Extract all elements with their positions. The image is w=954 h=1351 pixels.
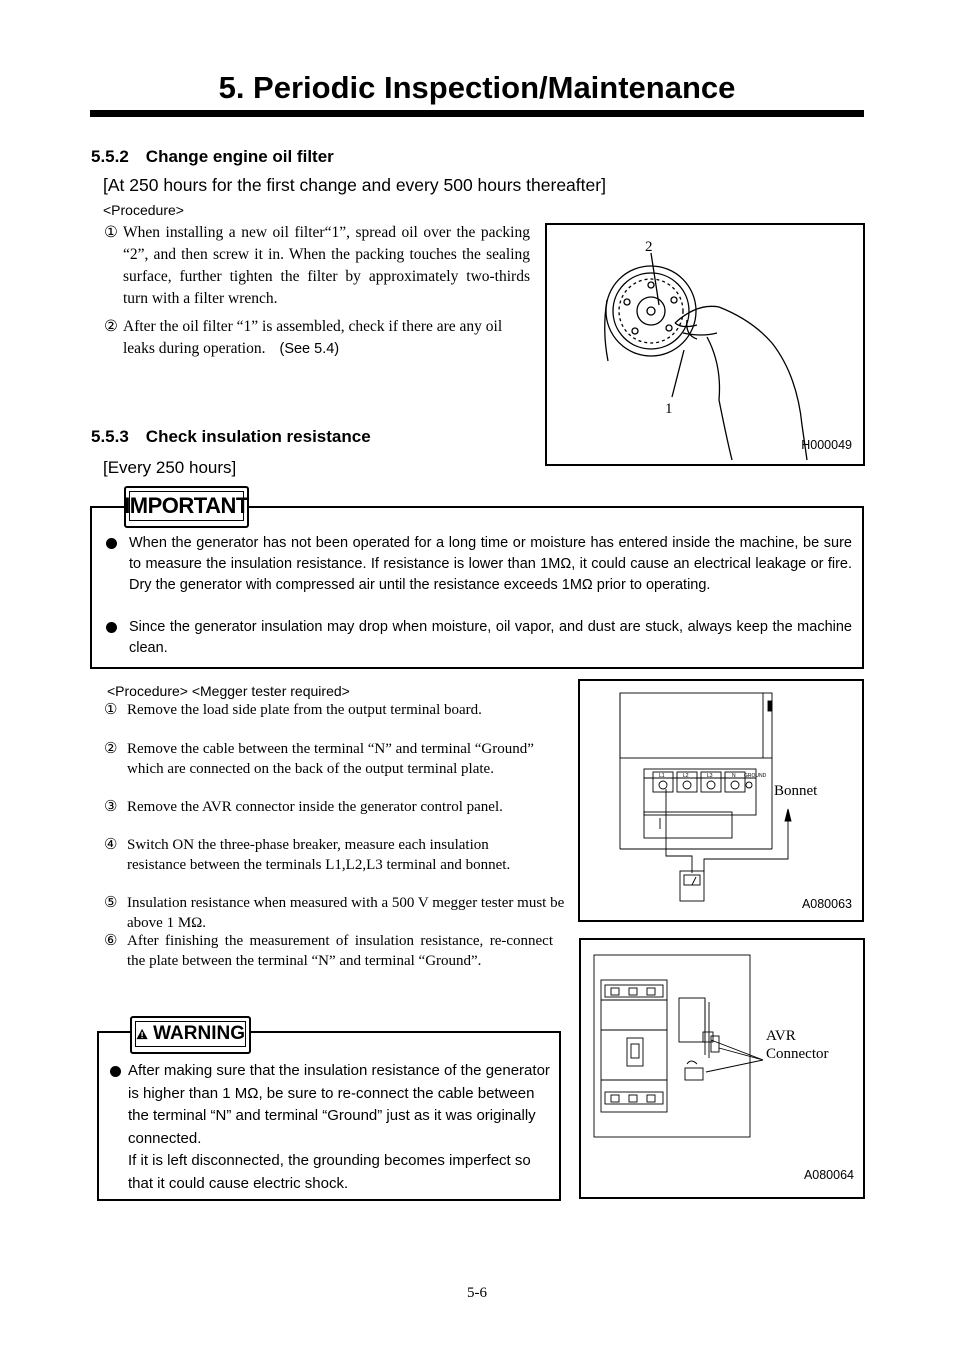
insulation-step-5 (104, 894, 566, 933)
step-number: ⑥ (104, 933, 118, 949)
figure-code: A080064 (803, 1168, 854, 1182)
important-item-2 (106, 617, 852, 659)
warning-triangle-icon (136, 1023, 148, 1045)
section-heading-oil-filter: 5.5.2 Change engine oil filter (91, 147, 334, 166)
important-badge (124, 486, 249, 528)
oil-filter-step-2 (104, 316, 530, 360)
avr-figure (579, 938, 865, 1199)
page-title: 5. Periodic Inspection/Maintenance (218, 70, 736, 105)
step-text: Remove the load side plate from the output terminal board. (127, 702, 482, 718)
step-text: Remove the AVR connector inside the generator control panel. (127, 799, 503, 815)
step-text: Insulation resistance when measured with a 500 V megger tester must be above 1 MΩ. (127, 895, 565, 931)
warning-badge-label: WARNING (153, 1023, 245, 1044)
callout-1: 1 (665, 401, 673, 417)
warning-paragraph-2: If it is left disconnected, the grounding becomes imperfect so that it could cause electric shock. (128, 1152, 531, 1192)
figure-code: A080063 (801, 897, 852, 911)
terminal-label: N (732, 773, 736, 779)
title-rule (90, 110, 864, 117)
step-number: ⑤ (104, 895, 118, 911)
step-number: ① (104, 224, 118, 241)
see-reference: (See 5.4) (279, 341, 340, 357)
step-number: ② (104, 318, 118, 335)
oil-filter-illustration (547, 225, 863, 464)
section-heading-insulation: 5.5.3 Check insulation resistance (91, 427, 371, 446)
avr-illustration (581, 940, 863, 1197)
insulation-step-4 (104, 836, 566, 875)
important-item-1 (106, 533, 852, 596)
insulation-step-6 (104, 932, 566, 971)
important-item-text: Since the generator insulation may drop when moisture, oil vapor, and dust are stuck, always keep the machine clean. (129, 619, 852, 656)
warning-item (110, 1060, 550, 1195)
oil-filter-procedure-label: <Procedure> (103, 202, 184, 218)
terminal-label: L1 (659, 773, 665, 779)
step-text (104, 316, 530, 360)
step-text: Switch ON the three-phase breaker, measure each insulation resistance between the terminals L1,L2,L3 terminal and bonnet. (127, 837, 511, 873)
step-text: After finishing the measurement of insulation resistance, re-connect the plate between the terminal “N” and terminal “Ground”. (127, 933, 553, 969)
insulation-step-1 (104, 701, 566, 721)
terminal-label: L2 (683, 773, 689, 779)
figure-code: H000049 (801, 438, 852, 452)
oil-filter-interval: [At 250 hours for the first change and every 500 hours thereafter] (103, 175, 606, 195)
warning-paragraph-1: After making sure that the insulation resistance of the generator is higher than 1 MΩ, be sure to re-connect the cable between the terminal “N” and terminal “Ground” just as it was originally connected. (128, 1062, 550, 1147)
step-number: ③ (104, 799, 118, 815)
insulation-interval: [Every 250 hours] (103, 458, 237, 477)
bullet-icon (110, 1066, 121, 1077)
oil-filter-step-1 (104, 222, 530, 310)
insulation-procedure-label: <Procedure> <Megger tester required> (107, 683, 350, 699)
terminal-label: L3 (707, 773, 713, 779)
step-text-main: After the oil filter “1” is assembled, check if there are any oil leaks during operation. (123, 318, 503, 357)
important-badge-label: IMPORTANT (129, 491, 244, 521)
step-number: ② (104, 741, 118, 757)
warning-notice-box (97, 1031, 561, 1201)
important-notice-box (90, 506, 864, 669)
warning-badge-inner (135, 1021, 246, 1047)
avr-label-line2: Connector (766, 1046, 829, 1062)
callout-2: 2 (645, 239, 653, 255)
page-number: 5-6 (467, 1285, 487, 1301)
bullet-icon (106, 538, 117, 549)
step-text: Remove the cable between the terminal “N” and terminal “Ground” which are connected on the back of the output terminal plate. (127, 741, 534, 777)
bullet-icon (106, 622, 117, 633)
step-text: When installing a new oil filter“1”, spread oil over the packing “2”, and then screw it in. When the packing touches the sealing surface, further tighten the filter by approximately two-thirds turn with a filter wrench. (123, 224, 530, 307)
insulation-step-3 (104, 798, 566, 818)
warning-badge (130, 1016, 251, 1054)
step-number: ① (104, 702, 118, 718)
oil-filter-figure (545, 223, 865, 466)
insulation-step-2 (104, 740, 566, 779)
megger-figure (578, 679, 864, 922)
avr-label-line1: AVR (766, 1028, 796, 1044)
bonnet-label: Bonnet (774, 783, 818, 799)
megger-illustration (580, 681, 862, 920)
step-number: ④ (104, 837, 118, 853)
terminal-label: GROUND (744, 773, 767, 779)
important-item-text: When the generator has not been operated for a long time or moisture has entered inside the machine, be sure to measure the insulation resistance. If resistance is lower than 1MΩ, it could cause an electrical leakage or fire. Dry the generator with compressed air until the resistance exceeds 1MΩ prior to operating. (129, 535, 852, 593)
